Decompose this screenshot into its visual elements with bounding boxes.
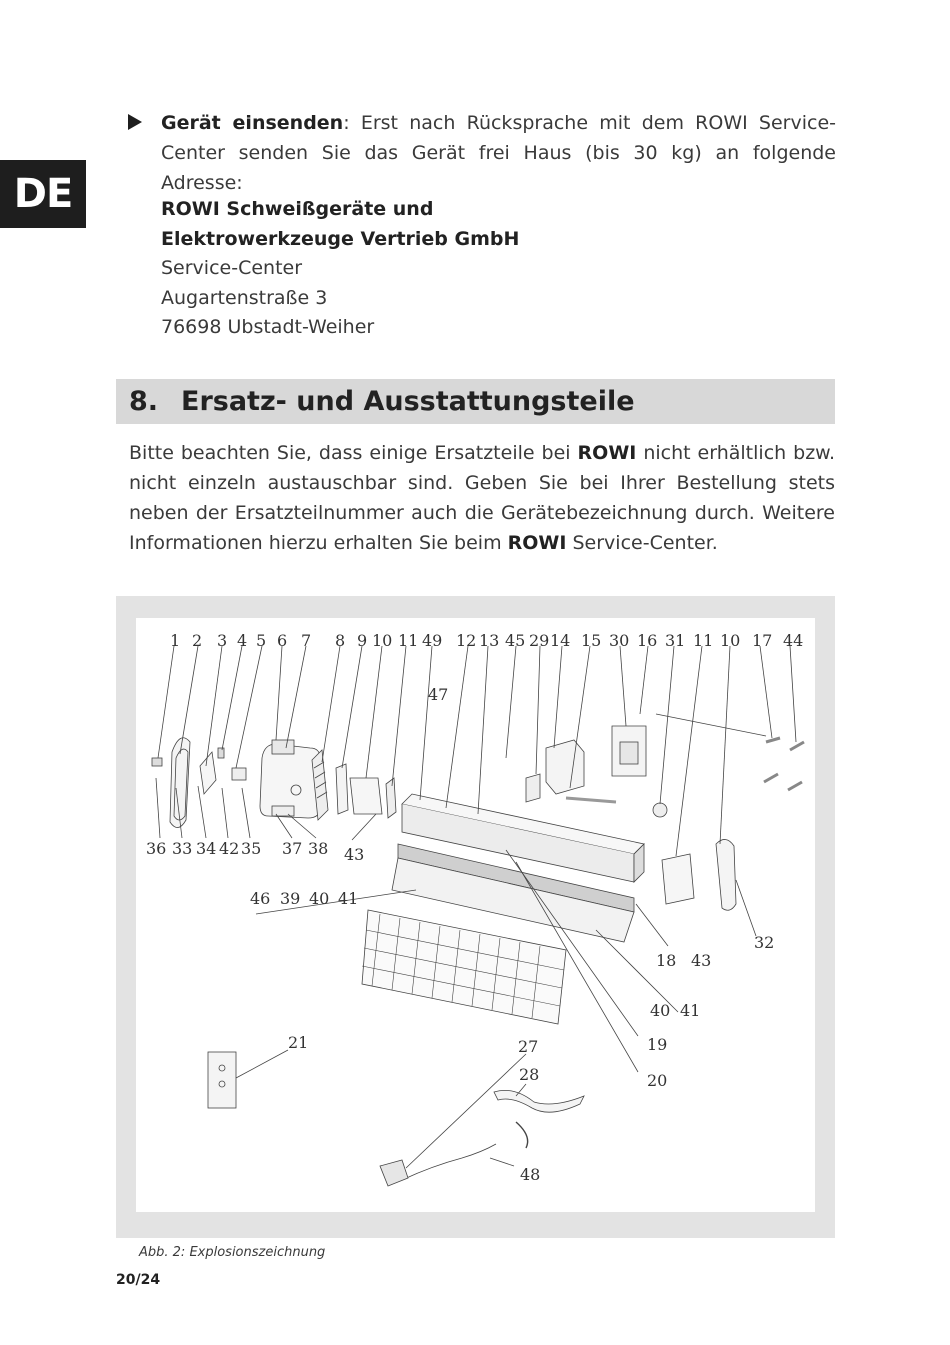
label-top-13: 13: [479, 631, 500, 650]
label-top-16: 16: [637, 631, 658, 650]
label-48: 48: [520, 1165, 541, 1184]
label-top-15: 15: [581, 631, 602, 650]
language-tab: [0, 160, 86, 228]
figure-caption: Abb. 2: Explosionszeichnung: [139, 1245, 326, 1260]
label-19: 19: [647, 1035, 668, 1054]
address-line-5: 76698 Ubstadt-Weiher: [161, 316, 375, 338]
address-line-3: Service-Center: [161, 257, 303, 279]
spare-parts-paragraph: [129, 438, 835, 558]
label-43b: 43: [691, 951, 712, 970]
para-brand-2: ROWI: [507, 532, 567, 554]
label-47: 47: [428, 685, 449, 704]
label-28: 28: [519, 1065, 540, 1084]
label-21: 21: [288, 1033, 309, 1052]
label-top-44: 44: [783, 631, 804, 650]
label-top-10: 10: [372, 631, 393, 650]
label-top-14: 14: [550, 631, 571, 650]
service-address: [161, 195, 519, 343]
label-40b: 40: [650, 1001, 671, 1020]
address-line-1: ROWI Schweißgeräte und: [161, 198, 434, 220]
label-top-31: 31: [665, 631, 686, 650]
label-top-30: 30: [609, 631, 630, 650]
label-20: 20: [647, 1071, 668, 1090]
section-heading: [116, 379, 835, 424]
label-42: 42: [219, 839, 240, 858]
label-top-10b: 10: [720, 631, 741, 650]
bullet-arrow-icon: [128, 114, 142, 130]
para-part-3: Service-Center.: [566, 532, 718, 554]
address-line-4: Augartenstraße 3: [161, 286, 328, 309]
para-brand-1: ROWI: [577, 442, 637, 464]
para-part-2: nicht erhältlich bzw. nicht einzeln austauschbar sind. Geben Sie bei Ihrer Bestellung stets neben der Ersatzteilnummer auch die Gerätebezeichnung durch. Weitere Informationen hierzu erhalten Sie beim: [129, 442, 836, 554]
label-top-3: 3: [217, 631, 228, 650]
label-38: 38: [308, 839, 329, 858]
label-40: 40: [309, 889, 330, 908]
label-46: 46: [250, 889, 271, 908]
label-33: 33: [172, 839, 193, 858]
label-41b: 41: [680, 1001, 701, 1020]
label-41: 41: [338, 889, 359, 908]
label-top-11b: 11: [693, 631, 714, 650]
address-line-2: Elektrowerkzeuge Vertrieb GmbH: [161, 227, 520, 250]
label-top-7: 7: [301, 631, 312, 650]
exploded-view-figure: [116, 596, 835, 1238]
exploded-view-canvas: [136, 618, 815, 1212]
label-35: 35: [241, 839, 262, 858]
label-top-8: 8: [335, 631, 346, 650]
label-top-1: 1: [170, 631, 181, 650]
section-number: 8.: [129, 386, 159, 417]
label-32: 32: [754, 933, 775, 952]
label-39: 39: [280, 889, 301, 908]
language-tab-label: DE: [13, 171, 73, 217]
para-part-1: Bitte beachten Sie, dass einige Ersatzteile bei: [129, 442, 578, 464]
label-top-4: 4: [237, 631, 248, 650]
label-18: 18: [656, 951, 677, 970]
label-top-9: 9: [357, 631, 368, 650]
label-top-5: 5: [256, 631, 267, 650]
label-top-29: 29: [529, 631, 550, 650]
label-top-45: 45: [505, 631, 526, 650]
bullet-label: Gerät einsenden: [161, 112, 344, 134]
label-top-12: 12: [456, 631, 477, 650]
label-37: 37: [282, 839, 303, 858]
drawing-parts: [152, 646, 804, 1186]
bullet-send-device: [128, 108, 836, 198]
bullet-text: [161, 108, 836, 198]
label-top-49: 49: [422, 631, 443, 650]
label-27: 27: [518, 1037, 539, 1056]
label-top-2: 2: [192, 631, 203, 650]
bullet-body: : Erst nach Rücksprache mit dem ROWI Service-Center senden Sie das Gerät frei Haus (bis 30 kg) an folgende Adresse:: [161, 112, 837, 194]
label-34: 34: [196, 839, 217, 858]
label-top-17: 17: [752, 631, 773, 650]
label-top-11: 11: [398, 631, 419, 650]
page-number: 20/24: [116, 1272, 161, 1288]
label-36: 36: [146, 839, 167, 858]
label-top-6: 6: [277, 631, 288, 650]
label-43: 43: [344, 845, 365, 864]
section-title: Ersatz- und Ausstattungsteile: [181, 386, 635, 417]
exploded-view-drawing: [136, 618, 815, 1212]
